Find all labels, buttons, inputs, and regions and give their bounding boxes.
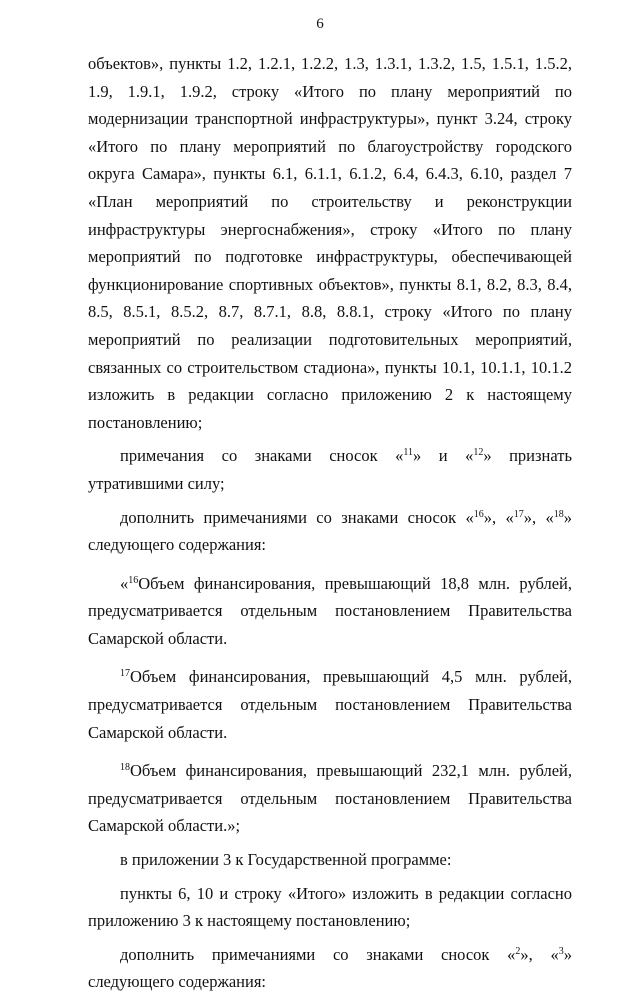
paragraph-amendments-annex2: объектов», пункты 1.2, 1.2.1, 1.2.2, 1.3, 1.3.1, 1.3.2, 1.5, 1.5.1, 1.5.2, 1.9, 1.9.1, 1.9.2, строку «Итого по плану мероприятий по модернизации транспортной инфраструктуры», пункт 3.24, строку «Итого по плану мероприятий по благоустройству городского округа Самара», пункты 6.1, 6.1.1, 6.1.2, 6.4, 6.4.3, 6.10, раздел 7 «План мероприятий по строительству и реконструкции инфраструктуры энергоснабжения», строку «Итого по плану мероприятий по подготовке инфраструктуры, обеспечивающей функционирование спортивных объектов», пункты 8.1, 8.2, 8.3, 8.4, 8.5, 8.5.1, 8.5.2, 8.7, 8.7.1, 8.8, 8.8.1, строку «Итого по плану мероприятий по реализации подготовительных мероприятий, связанных со строительством стадиона», пункты 10.1, 10.1.1, 10.1.2 изложить в редакции согласно приложению 2 к настоящему постановлению;: [88, 54, 572, 432]
footnote-mark: 17: [513, 508, 524, 520]
footnote-mark: 16: [128, 574, 139, 586]
paragraph-annex3-items: пункты 6, 10 и строку «Итого» изложить в редакции согласно приложению 3 к настоящему постановлению;: [88, 883, 572, 931]
footnote-mark: 17: [120, 668, 130, 680]
footnote-18-text: $^{18}$Объем финансирования, превышающий 232,1 млн. рублей, предусматривается отдельным постановлением Правительства Самарской области.»;: [88, 761, 572, 836]
footnote-17-text: $^{17}$Объем финансирования, превышающий 4,5 млн. рублей, предусматривается отдельным постановлением Правительства Самарской области.: [88, 667, 572, 742]
footnote-mark: 12: [473, 447, 484, 459]
paragraph-footnotes-repeal: примечания со знаками сносок «$^{11}$» и «$^{12}$» признать утратившими силу;: [88, 446, 572, 493]
paragraph-annex3-intro: в приложении 3 к Государственной программе:: [120, 850, 452, 870]
page-number: 6: [316, 16, 324, 32]
footnote-mark: 16: [473, 508, 484, 520]
paragraph-add-footnotes: дополнить примечаниями со знаками сносок «$^{16}$», «$^{17}$», «$^{18}$» следующего содержания:: [88, 507, 573, 555]
document-body: [88, 50, 572, 996]
footnote-mark: 11: [403, 447, 414, 459]
footnote-mark: 18: [120, 762, 130, 774]
footnote-16-text: «$^{16}$Объем финансирования, превышающий 18,8 млн. рублей, предусматривается отдельным постановлением Правительства Самарской области.: [88, 573, 572, 648]
footnote-mark: 3: [558, 945, 564, 957]
footnote-mark: 2: [515, 945, 521, 957]
footnote-mark: 18: [553, 508, 564, 520]
paragraph-annex3-footnotes: дополнить примечаниями со знаками сносок «$^2$», «$^3$» следующего содержания:: [88, 944, 572, 992]
